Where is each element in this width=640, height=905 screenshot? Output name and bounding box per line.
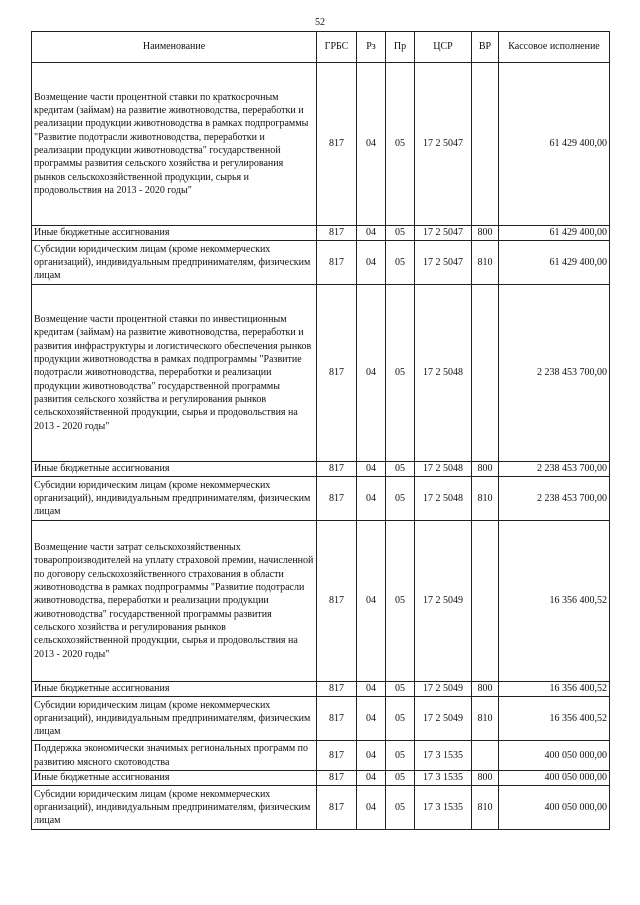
row-pr: 05	[386, 521, 415, 682]
row-vr: 810	[472, 241, 499, 285]
row-rz: 04	[357, 285, 386, 462]
row-rz: 04	[357, 63, 386, 226]
row-name: Субсидии юридическим лицам (кроме некоммерческих организаций), индивидуальным предпринимателям, физическим лицам	[32, 477, 317, 521]
row-grbs: 817	[317, 285, 357, 462]
row-amount: 400 050 000,00	[499, 786, 610, 830]
row-grbs: 817	[317, 521, 357, 682]
row-name: Иные бюджетные ассигнования	[32, 226, 317, 241]
header-grbs: ГРБС	[317, 32, 357, 63]
row-csr: 17 3 1535	[415, 741, 472, 771]
row-rz: 04	[357, 477, 386, 521]
row-amount: 2 238 453 700,00	[499, 285, 610, 462]
table-header-row	[32, 32, 610, 63]
row-amount: 2 238 453 700,00	[499, 462, 610, 477]
row-vr	[472, 63, 499, 226]
row-vr: 810	[472, 477, 499, 521]
row-vr: 800	[472, 462, 499, 477]
row-rz: 04	[357, 521, 386, 682]
row-rz: 04	[357, 771, 386, 786]
row-vr: 800	[472, 226, 499, 241]
row-name: Иные бюджетные ассигнования	[32, 682, 317, 697]
table-row	[32, 741, 610, 771]
row-amount: 16 356 400,52	[499, 697, 610, 741]
row-grbs: 817	[317, 477, 357, 521]
header-csr: ЦСР	[415, 32, 472, 63]
row-csr: 17 2 5049	[415, 697, 472, 741]
row-vr: 800	[472, 771, 499, 786]
row-csr: 17 3 1535	[415, 771, 472, 786]
budget-table	[31, 31, 610, 830]
row-pr: 05	[386, 241, 415, 285]
row-grbs: 817	[317, 697, 357, 741]
table-row	[32, 63, 610, 226]
row-csr: 17 2 5048	[415, 462, 472, 477]
row-csr: 17 2 5048	[415, 477, 472, 521]
table-row	[32, 477, 610, 521]
row-amount: 61 429 400,00	[499, 226, 610, 241]
row-vr: 800	[472, 682, 499, 697]
row-name: Субсидии юридическим лицам (кроме некоммерческих организаций), индивидуальным предпринимателям, физическим лицам	[32, 241, 317, 285]
row-csr: 17 2 5048	[415, 285, 472, 462]
row-rz: 04	[357, 462, 386, 477]
row-amount: 61 429 400,00	[499, 63, 610, 226]
row-vr: 810	[472, 697, 499, 741]
row-grbs: 817	[317, 63, 357, 226]
table-row	[32, 521, 610, 682]
header-amount: Кассовое исполнение	[499, 32, 610, 63]
row-csr: 17 2 5047	[415, 226, 472, 241]
row-rz: 04	[357, 697, 386, 741]
row-name: Иные бюджетные ассигнования	[32, 771, 317, 786]
row-csr: 17 2 5047	[415, 63, 472, 226]
row-pr: 05	[386, 682, 415, 697]
row-pr: 05	[386, 63, 415, 226]
row-csr: 17 2 5049	[415, 682, 472, 697]
row-amount: 61 429 400,00	[499, 241, 610, 285]
header-name: Наименование	[32, 32, 317, 63]
row-pr: 05	[386, 285, 415, 462]
row-grbs: 817	[317, 241, 357, 285]
header-vr: ВР	[472, 32, 499, 63]
row-rz: 04	[357, 241, 386, 285]
table-row	[32, 786, 610, 830]
table-row	[32, 226, 610, 241]
row-grbs: 817	[317, 786, 357, 830]
row-name: Возмещение части затрат сельскохозяйственных товаропроизводителей на уплату страховой премии, начисленной по договору сельскохозяйственного страхования в области животноводства в рамках подпрограммы "Развитие подотрасли животноводства, переработки и реализации продукции животноводства" государственной программы развития сельского хозяйства и регулирования рынков сельскохозяйственной продукции, сырья и продовольствия на 2013 - 2020 годы"	[32, 521, 317, 682]
row-amount: 2 238 453 700,00	[499, 477, 610, 521]
row-grbs: 817	[317, 462, 357, 477]
page-number: 52	[315, 17, 325, 28]
row-name: Иные бюджетные ассигнования	[32, 462, 317, 477]
header-rz: Рз	[357, 32, 386, 63]
table-row	[32, 241, 610, 285]
row-vr: 810	[472, 786, 499, 830]
row-grbs: 817	[317, 682, 357, 697]
row-pr: 05	[386, 226, 415, 241]
row-csr: 17 2 5049	[415, 521, 472, 682]
row-pr: 05	[386, 697, 415, 741]
row-amount: 400 050 000,00	[499, 771, 610, 786]
header-pr: Пр	[386, 32, 415, 63]
row-rz: 04	[357, 682, 386, 697]
row-vr	[472, 285, 499, 462]
row-grbs: 817	[317, 226, 357, 241]
table-row	[32, 697, 610, 741]
table-row	[32, 771, 610, 786]
row-amount: 16 356 400,52	[499, 682, 610, 697]
row-vr	[472, 521, 499, 682]
row-vr	[472, 741, 499, 771]
table-row	[32, 285, 610, 462]
row-grbs: 817	[317, 741, 357, 771]
row-pr: 05	[386, 741, 415, 771]
row-rz: 04	[357, 741, 386, 771]
row-amount: 400 050 000,00	[499, 741, 610, 771]
row-pr: 05	[386, 477, 415, 521]
table-row	[32, 462, 610, 477]
row-grbs: 817	[317, 771, 357, 786]
row-rz: 04	[357, 786, 386, 830]
row-name: Поддержка экономически значимых региональных программ по развитию мясного скотоводства	[32, 741, 317, 771]
row-pr: 05	[386, 462, 415, 477]
row-rz: 04	[357, 226, 386, 241]
row-csr: 17 3 1535	[415, 786, 472, 830]
row-name: Возмещение части процентной ставки по инвестиционным кредитам (займам) на развитие животноводства, переработки и развития инфраструктуры и логистического обеспечения рынков продукции животноводства в рамках подпрограммы "Развитие подотрасли животноводства, переработки и реализации продукции животноводства" государственной программы развития сельского хозяйства и регулирования рынков сельскохозяйственной продукции, сырья и продовольствия на 2013 - 2020 годы"	[32, 285, 317, 462]
row-name: Субсидии юридическим лицам (кроме некоммерческих организаций), индивидуальным предпринимателям, физическим лицам	[32, 786, 317, 830]
row-pr: 05	[386, 771, 415, 786]
row-amount: 16 356 400,52	[499, 521, 610, 682]
row-name: Субсидии юридическим лицам (кроме некоммерческих организаций), индивидуальным предпринимателям, физическим лицам	[32, 697, 317, 741]
row-pr: 05	[386, 786, 415, 830]
row-name: Возмещение части процентной ставки по краткосрочным кредитам (займам) на развитие животноводства, переработки и реализации продукции животноводства в рамках подпрограммы "Развитие подотрасли животноводства, переработки и реализации продукции животноводства" государственной программы развития сельского хозяйства и регулирования рынков сельскохозяйственной продукции, сырья и продовольствия на 2013 - 2020 годы"	[32, 63, 317, 226]
row-csr: 17 2 5047	[415, 241, 472, 285]
table-row	[32, 682, 610, 697]
